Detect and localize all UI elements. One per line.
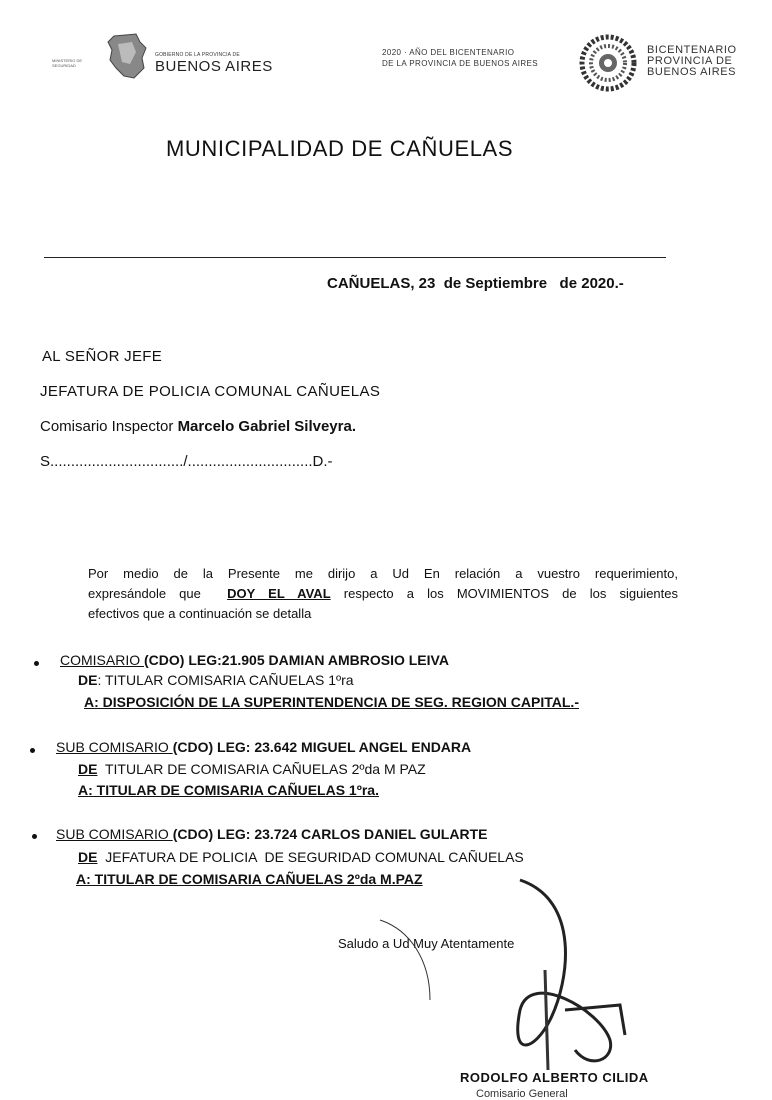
addressee-line1: AL SEÑOR JEFE [42, 348, 163, 365]
addressee-rank: Comisario Inspector [40, 418, 178, 435]
movement-1-to [84, 694, 579, 710]
movement-2-de-label: DE [78, 761, 98, 777]
movement-3-de-text: JEFATURA DE POLICIA DE SEGURIDAD COMUNAL CAÑUELAS [97, 849, 524, 865]
movement-1-from [78, 672, 354, 688]
signatory-role: Comisario General [476, 1088, 568, 1100]
body-line2 [88, 586, 678, 601]
movement-3-person: (CDO) LEG: 23.724 CARLOS DANIEL GULARTE [172, 826, 488, 842]
addressee-line4: S................................/..............................D.- [40, 453, 333, 470]
province-map-logo [106, 32, 148, 82]
bicentenario-line1: BICENTENARIO [647, 44, 737, 56]
addressee-name: Marcelo Gabriel Silveyra. [177, 418, 356, 435]
addressee-line2: JEFATURA DE POLICIA COMUNAL CAÑUELAS [40, 383, 381, 400]
page-title: MUNICIPALIDAD DE CAÑUELAS [166, 136, 514, 161]
movement-2-rank: SUB COMISARIO [56, 739, 173, 755]
header [0, 0, 772, 110]
aval-emphasis: DOY EL AVAL [227, 586, 331, 601]
closing-line: Saludo a Ud Muy Atentamente [338, 936, 515, 951]
bullet-icon [32, 834, 37, 839]
ministerio-label: MINISTERIO DE SEGURIDAD [52, 58, 83, 68]
movement-1-person: (CDO) LEG:21.905 DAMIAN AMBROSIO LEIVA [144, 652, 449, 668]
movement-3-a-text: : TITULAR DE COMISARIA CAÑUELAS 2ºda M.PAZ [86, 871, 423, 887]
movement-2-person: (CDO) LEG: 23.642 MIGUEL ANGEL ENDARA [172, 739, 472, 755]
bicentenario-line3: BUENOS AIRES [647, 66, 737, 78]
addressee-line3 [40, 418, 356, 435]
anio-bicentenario-line1: 2020 · AÑO DEL BICENTENARIO [382, 48, 515, 57]
buenos-aires-label: BUENOS AIRES [155, 58, 273, 75]
movement-2-header [56, 739, 471, 755]
movement-3-header [56, 826, 487, 842]
movement-3-a-label: A [76, 871, 87, 887]
movement-1-de-text: : TITULAR COMISARIA CAÑUELAS 1ºra [97, 672, 354, 688]
movement-2-a-text: : TITULAR DE COMISARIA CAÑUELAS 1ºra. [88, 782, 379, 798]
movement-1-de-label: DE [78, 672, 98, 688]
anio-bicentenario-line2: DE LA PROVINCIA DE BUENOS AIRES [382, 59, 539, 68]
movement-2-de-text: TITULAR DE COMISARIA CAÑUELAS 2ºda M PAZ [97, 761, 426, 777]
body-line2-post: respecto a los MOVIMIENTOS de los siguientes [330, 586, 678, 601]
movement-1-a-label: A [84, 694, 95, 710]
movement-2-to [78, 782, 379, 798]
bullet-icon [34, 661, 39, 666]
movement-3-de-label: DE [78, 849, 98, 865]
movement-3-rank: SUB COMISARIO [56, 826, 173, 842]
movement-1-header [60, 652, 449, 668]
gobierno-label: GOBIERNO DE LA PROVINCIA DE [155, 52, 240, 58]
movement-2-from [78, 761, 426, 777]
movement-2-a-label: A [78, 782, 89, 798]
movement-1-rank: COMISARIO [60, 652, 145, 668]
handwritten-signature [370, 860, 670, 1100]
header-divider [44, 257, 666, 258]
date-line: CAÑUELAS, 23 de Septiembre de 2020.- [327, 275, 624, 292]
bicentenario-seal-logo [576, 34, 640, 92]
signatory-name: RODOLFO ALBERTO CILIDA [460, 1070, 649, 1085]
body-line2-pre: expresándole que [88, 586, 228, 601]
body-line1: Por medio de la Presente me dirijo a Ud En relación a vuestro requerimiento, [88, 566, 678, 581]
bullet-icon [30, 748, 35, 753]
movement-1-a-text: : DISPOSICIÓN DE LA SUPERINTENDENCIA DE SEG. REGION CAPITAL.- [94, 694, 579, 710]
body-line3: efectivos que a continuación se detalla [88, 606, 312, 621]
bicentenario-line2: PROVINCIA DE [647, 55, 733, 67]
